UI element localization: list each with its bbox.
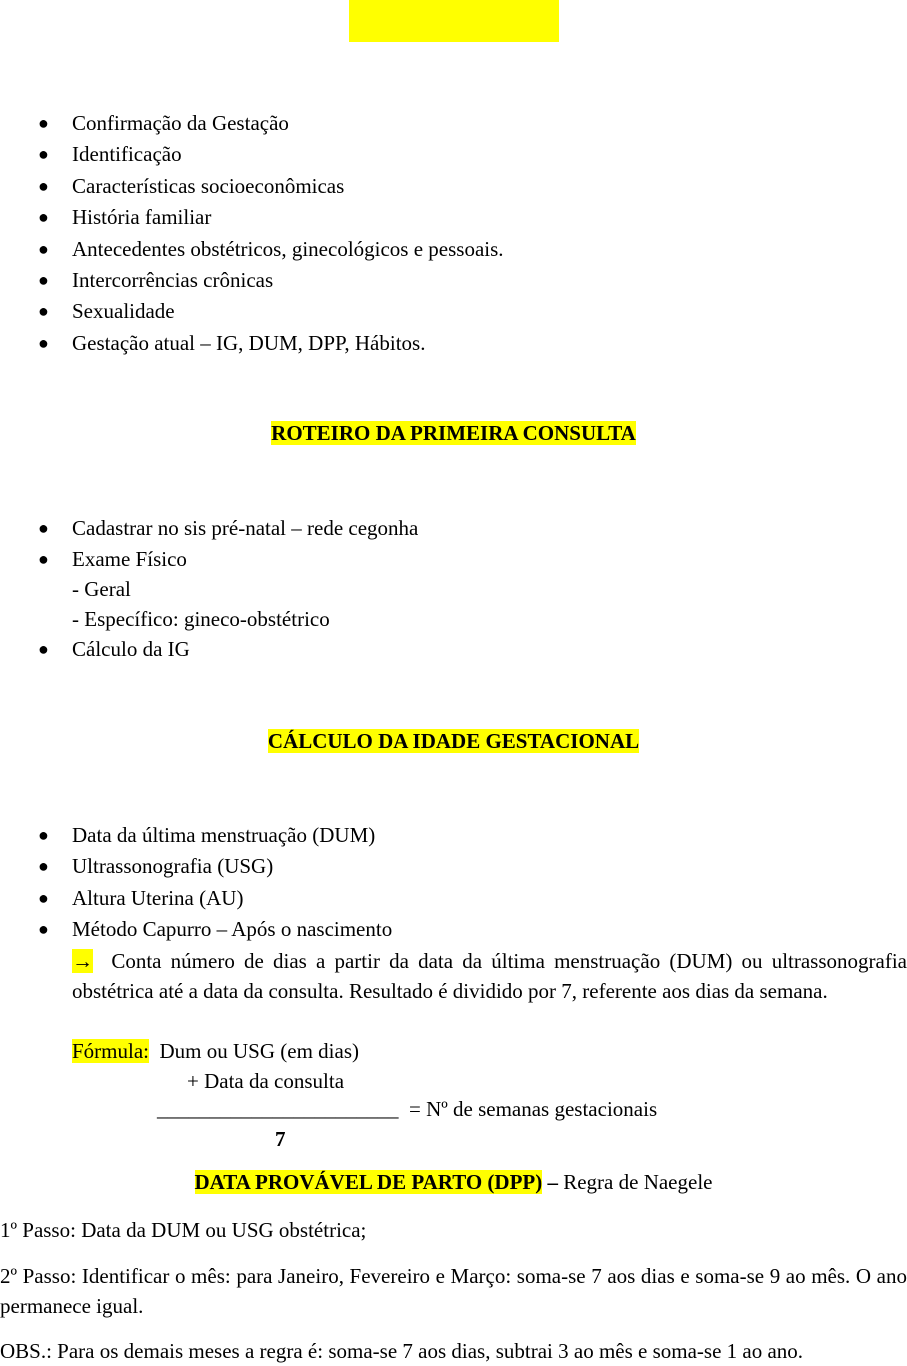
bullet-icon: ●: [38, 301, 49, 322]
bullet-icon: ●: [38, 887, 49, 908]
bullet-icon: ●: [38, 825, 49, 845]
list-item: ● Ultrassonografia (USG): [0, 851, 907, 882]
list-item: ● Altura Uterina (AU): [0, 883, 907, 914]
first-consultation-list: [0, 513, 907, 666]
bullet-icon: ●: [38, 549, 49, 570]
heading-due-date: DATA PROVÁVEL DE PARTO (DPP) – Regra de Naegele: [194, 1170, 713, 1194]
list-item: ● Confirmação da Gestação: [0, 108, 907, 139]
formula-line-3: _______________________ = Nº de semanas gestacionais: [157, 1097, 658, 1121]
gestational-age-methods-list: [0, 820, 907, 944]
list-item: ● Identificação: [0, 139, 907, 170]
formula-label: Fórmula:: [72, 1039, 149, 1063]
bullet-icon: ●: [38, 270, 49, 291]
formula-divisor: 7: [275, 1127, 286, 1151]
list-item: ● Cadastrar no sis pré-natal – rede cegonha: [0, 513, 907, 544]
arrow-icon: →: [72, 949, 93, 973]
yellow-highlight-block: [349, 0, 559, 42]
bullet-icon: ●: [38, 856, 49, 877]
bullet-icon: ●: [38, 332, 49, 353]
formula-rule: _______________________: [157, 1097, 399, 1121]
bullet-icon: ●: [38, 175, 49, 196]
bullet-icon: ●: [38, 518, 49, 538]
list-item: ● Método Capurro – Após o nascimento: [0, 914, 907, 944]
heading-first-consultation: ROTEIRO DA PRIMEIRA CONSULTA: [271, 421, 636, 445]
bullet-icon: ●: [38, 919, 49, 940]
step-1: 1º Passo: Data da DUM ou USG obstétrica;: [0, 1218, 367, 1242]
list-item: ● Intercorrências crônicas: [0, 265, 907, 296]
heading-gestational-age: CÁLCULO DA IDADE GESTACIONAL: [267, 729, 640, 753]
list-item: ● Data da última menstruação (DUM): [0, 820, 907, 851]
list-item: ● Gestação atual – IG, DUM, DPP, Hábitos.: [0, 328, 907, 359]
list-item: ● Antecedentes obstétricos, ginecológicos e pessoais.: [0, 234, 907, 265]
list-item: ● Exame Físico - Geral - Específico: gineco-obstétrico: [0, 544, 907, 634]
list-item: ● História familiar: [0, 202, 907, 233]
bullet-icon: ●: [38, 113, 49, 133]
prenatal-topics-list: [0, 108, 907, 359]
bullet-icon: ●: [38, 639, 49, 660]
list-item: ● Cálculo da IG: [0, 634, 907, 665]
capurro-explanation: → Conta número de dias a partir da data da última menstruação (DUM) ou ultrassonografia obstétrica até a data da consulta. Resultado é dividido por 7, referente aos dias da semana.: [72, 949, 907, 1003]
bullet-icon: ●: [38, 238, 49, 259]
formula-line-2: + Data da consulta: [187, 1069, 345, 1093]
list-item: ● Características socioeconômicas: [0, 171, 907, 202]
bullet-icon: ●: [38, 207, 49, 228]
step-2: 2º Passo: Identificar o mês: para Janeiro, Fevereiro e Março: soma-se 7 aos dias e soma-se 9 ao mês. O ano permanece igual.: [0, 1264, 907, 1318]
formula-line-1: Fórmula: Dum ou USG (em dias): [72, 1039, 359, 1063]
bullet-icon: ●: [38, 144, 49, 165]
list-item: ● Sexualidade: [0, 296, 907, 327]
obs-note: OBS.: Para os demais meses a regra é: soma-se 7 aos dias, subtrai 3 ao mês e soma-se 1 ao ano.: [0, 1339, 804, 1363]
